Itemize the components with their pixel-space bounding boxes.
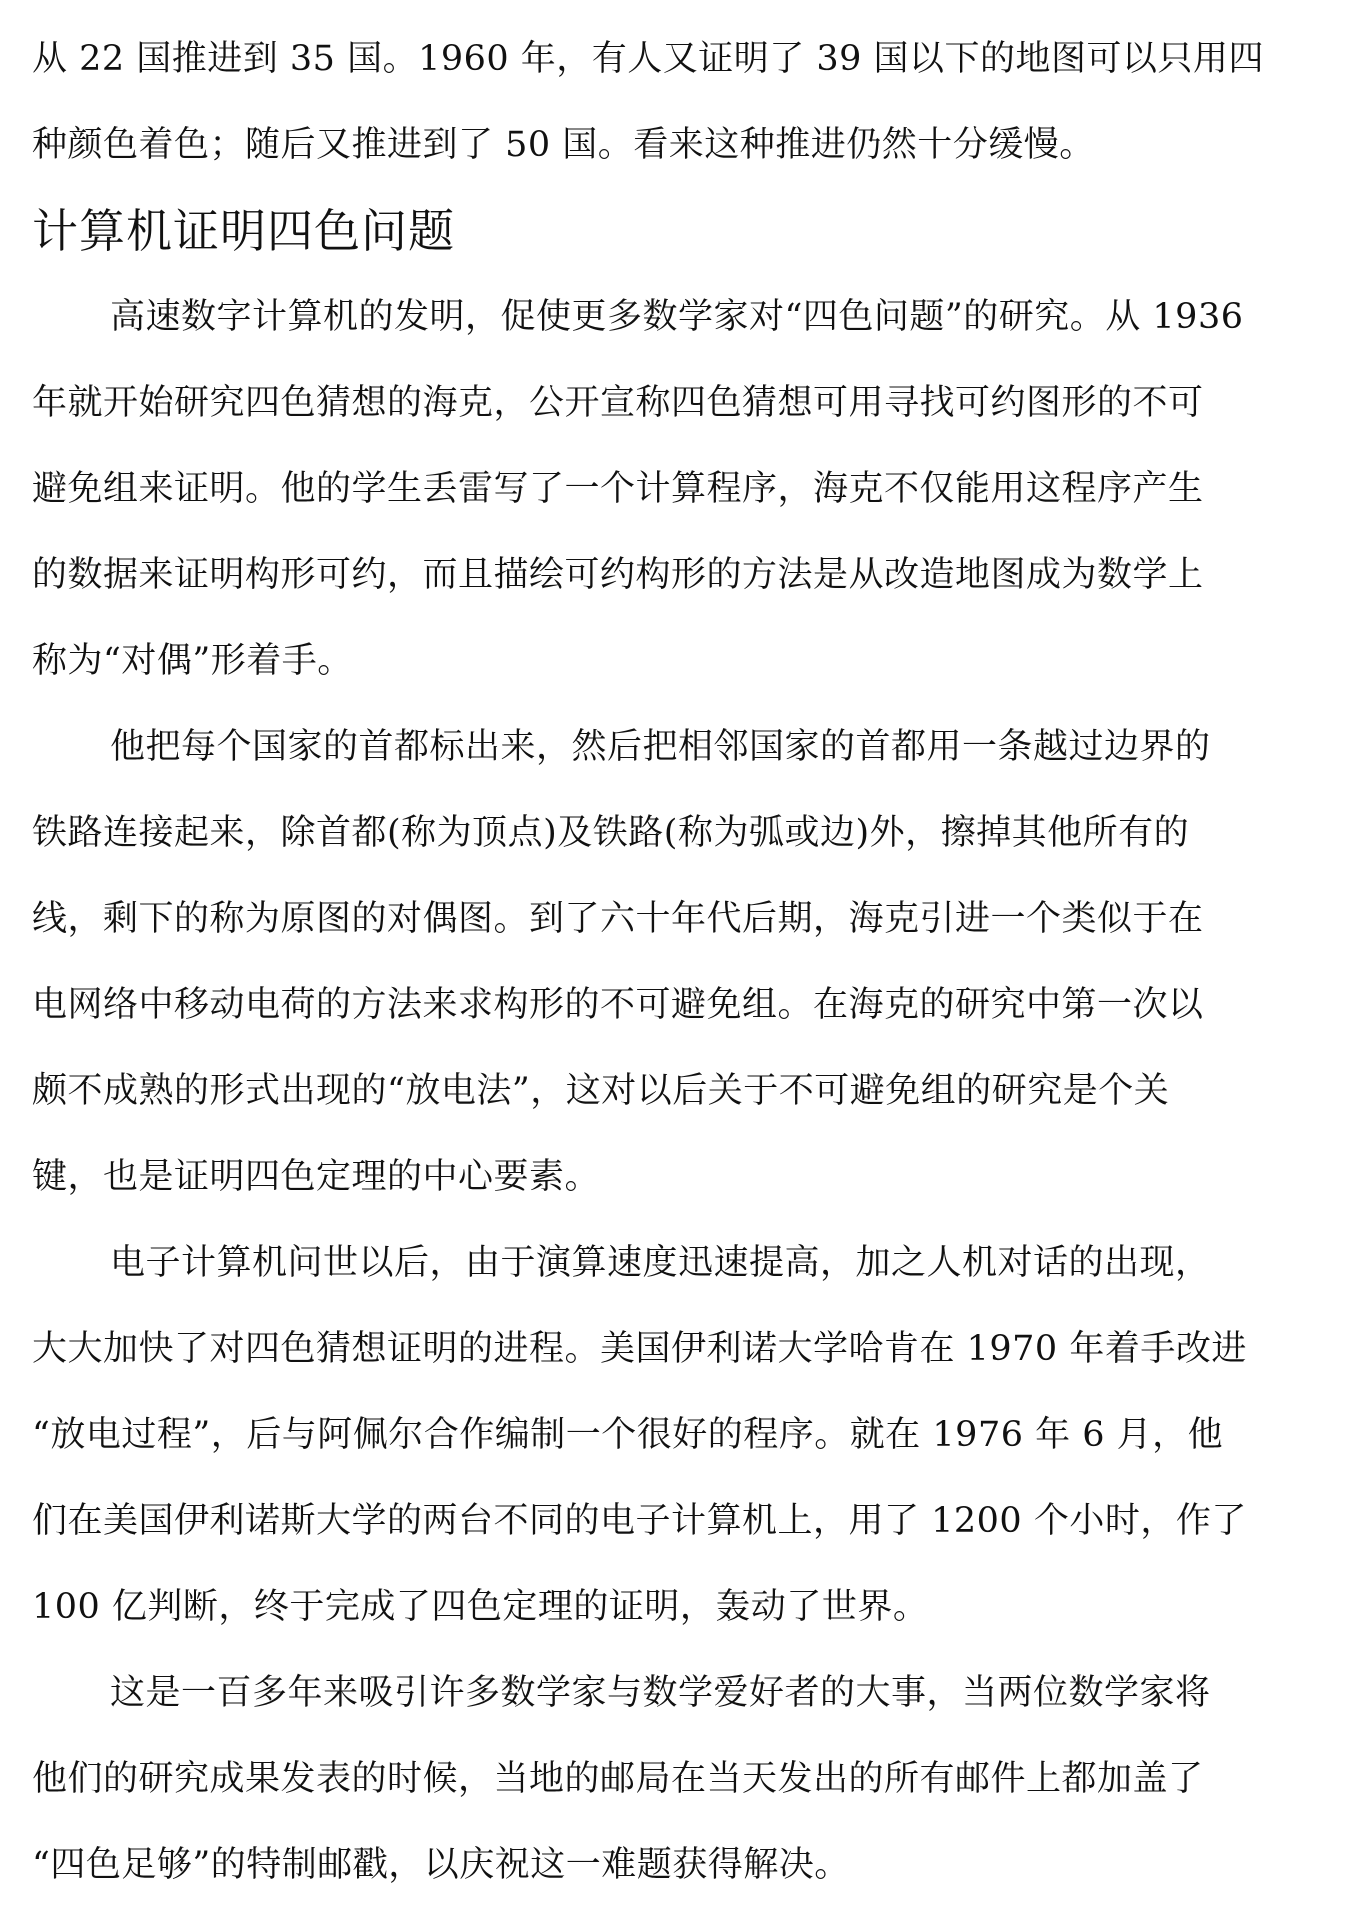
text-line: 铁路连接起来，除首都(称为顶点)及铁路(称为弧或边)外，擦掉其他所有的 bbox=[32, 813, 1190, 853]
text-line: 这是一百多年来吸引许多数学家与数学爱好者的大事，当两位数学家将 bbox=[110, 1673, 1211, 1713]
text-line: 他们的研究成果发表的时候，当地的邮局在当天发出的所有邮件上都加盖了 bbox=[32, 1759, 1204, 1799]
text-line: 从 22 国推进到 35 国。1960 年，有人又证明了 39 国以下的地图可以只用四 bbox=[32, 39, 1265, 79]
text-line: 键，也是证明四色定理的中心要素。 bbox=[32, 1157, 601, 1197]
paragraph-4 bbox=[32, 1650, 1322, 1908]
text-line: 避免组来证明。他的学生丢雷写了一个计算程序，海克不仅能用这程序产生 bbox=[32, 469, 1204, 509]
text-line: 颇不成熟的形式出现的“放电法”，这对以后关于不可避免组的研究是个关 bbox=[32, 1071, 1170, 1111]
intro-paragraph bbox=[32, 16, 1322, 188]
text-line: 的数据来证明构形可约，而且描绘可约构形的方法是从改造地图成为数学上 bbox=[32, 555, 1204, 595]
text-line: “放电过程”，后与阿佩尔合作编制一个很好的程序。就在 1976 年 6 月，他 bbox=[32, 1415, 1224, 1455]
document-page bbox=[32, 16, 1322, 1908]
text-line: 大大加快了对四色猜想证明的进程。美国伊利诺大学哈肯在 1970 年着手改进 bbox=[32, 1329, 1247, 1369]
text-line: 年就开始研究四色猜想的海克，公开宣称四色猜想可用寻找可约图形的不可 bbox=[32, 383, 1204, 423]
text-line: 线，剩下的称为原图的对偶图。到了六十年代后期，海克引进一个类似于在 bbox=[32, 899, 1204, 939]
text-line: 称为“对偶”形着手。 bbox=[32, 641, 353, 681]
text-line: 种颜色着色；随后又推进到了 50 国。看来这种推进仍然十分缓慢。 bbox=[32, 125, 1095, 165]
paragraph-3 bbox=[32, 1220, 1322, 1650]
text-line: 们在美国伊利诺斯大学的两台不同的电子计算机上，用了 1200 个小时，作了 bbox=[32, 1501, 1247, 1541]
text-line: 他把每个国家的首都标出来，然后把相邻国家的首都用一条越过边界的 bbox=[110, 727, 1211, 767]
paragraph-2 bbox=[32, 704, 1322, 1220]
text-line: 电子计算机问世以后，由于演算速度迅速提高，加之人机对话的出现， bbox=[110, 1243, 1211, 1283]
text-line: 高速数字计算机的发明，促使更多数学家对“四色问题”的研究。从 1936 bbox=[110, 297, 1244, 337]
text-line: 100 亿判断，终于完成了四色定理的证明，轰动了世界。 bbox=[32, 1587, 929, 1627]
text-line: “四色足够”的特制邮戳，以庆祝这一难题获得解决。 bbox=[32, 1845, 850, 1885]
section-title: 计算机证明四色问题 bbox=[32, 204, 455, 258]
text-line: 电网络中移动电荷的方法来求构形的不可避免组。在海克的研究中第一次以 bbox=[32, 985, 1204, 1025]
paragraph-1 bbox=[32, 274, 1322, 704]
